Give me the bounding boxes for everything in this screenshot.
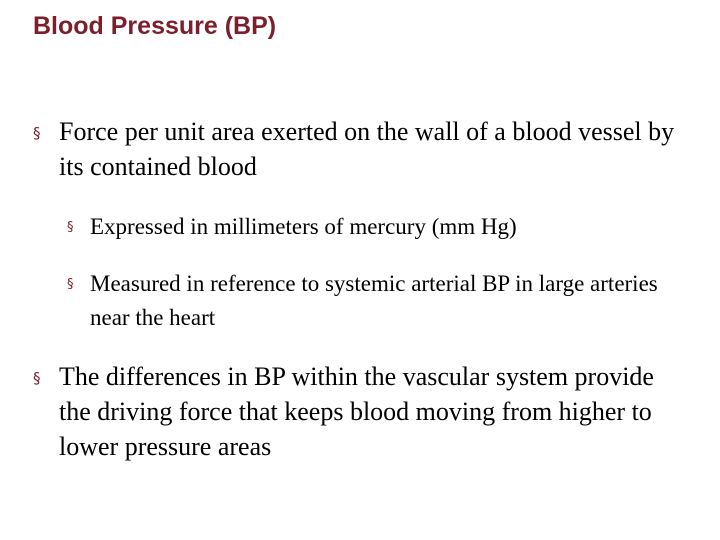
bullet-item (33, 114, 683, 184)
bullet-marker-icon: § (33, 369, 41, 387)
slide-title: Blood Pressure (BP) (33, 12, 277, 40)
sub-bullet-item (67, 267, 687, 335)
sub-bullet-item (67, 210, 687, 244)
bullet-text: The differences in BP within the vascular system provide the driving force that keeps blood moving from higher to lower pressure areas (59, 362, 654, 461)
bullet-text: Expressed in millimeters of mercury (mm Hg) (90, 214, 517, 239)
bullet-marker-icon: § (67, 220, 74, 235)
bullet-text: Force per unit area exerted on the wall of a blood vessel by its contained blood (59, 117, 675, 181)
bullet-marker-icon: § (67, 277, 74, 292)
bullet-text: Measured in reference to systemic arterial BP in large arteries near the heart (90, 271, 658, 330)
bullet-marker-icon: § (33, 124, 41, 142)
bullet-item (33, 359, 683, 464)
